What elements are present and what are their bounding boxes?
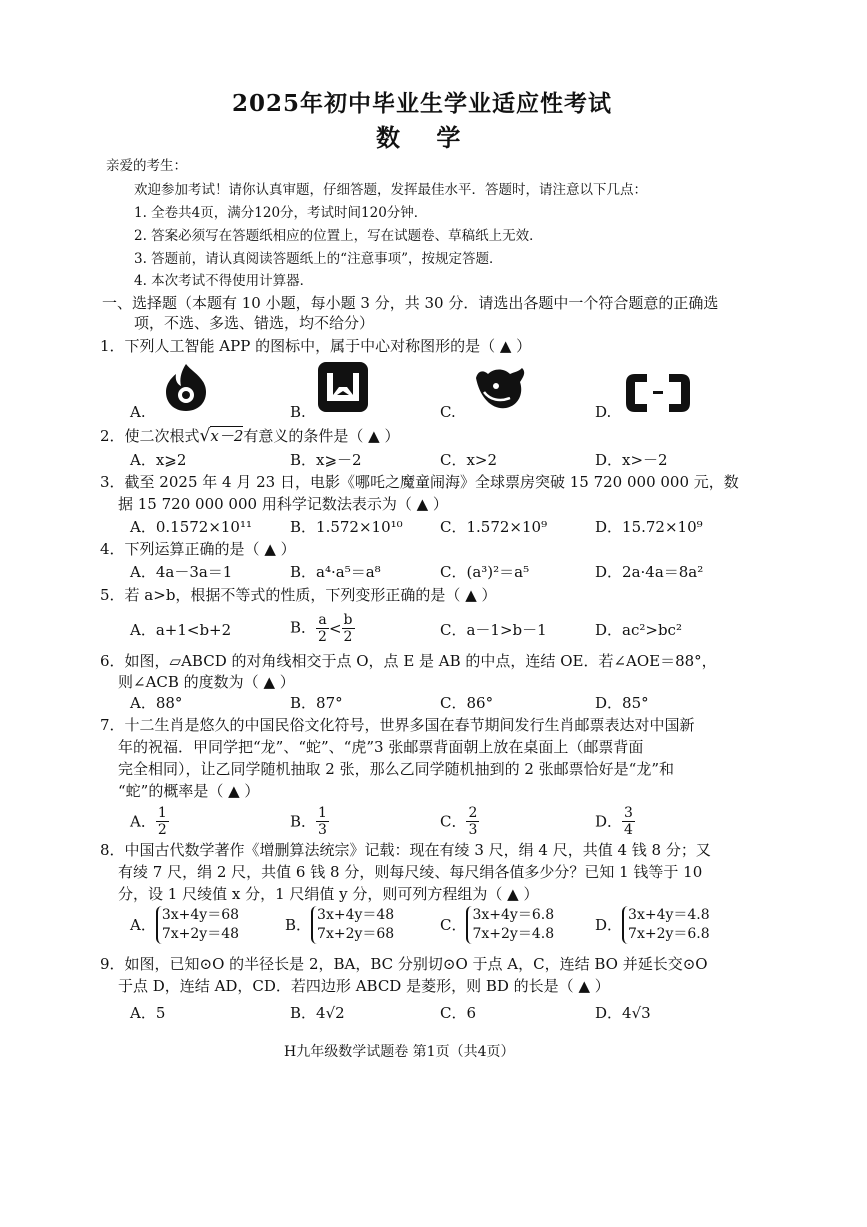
question-6-line1: 6．如图，▱ABCD 的对角线相交于点 O，点 E 是 AB 的中点，连结 OE．若∠AOE＝88°， [100,652,717,670]
question-6-line2: 则∠ACB 的度数为（ ▲ ） [118,673,295,691]
q2-stem-part2: 有意义的条件是（ ▲ ） [243,427,400,445]
fraction-numerator: 1 [157,805,167,821]
q2-stem-part1: 2．使二次根式 [100,427,200,445]
q4-option-d: D．2a·4a＝8a² [595,563,704,581]
option-label: D． [595,812,623,831]
q9-option-d: D．4√3 [595,1004,651,1022]
fraction-denominator: 4 [624,822,633,838]
option-label: D． [595,916,623,934]
fraction [466,805,479,838]
q2-option-a: A．x⩾2 [130,451,187,469]
question-2-stem [100,426,399,446]
q1-option-d: D. [595,403,612,421]
q1-option-c: C. [440,403,456,421]
notice-greeting: 亲爱的考生： [106,158,187,174]
fraction-numerator: 1 [318,805,327,821]
q2-option-d: D．x>－2 [595,451,668,469]
question-8-line1: 8．中国古代数学著作《增删算法统宗》记载：现在有绫 3 尺，绢 4 尺，共值 4 钱 8 分；又 [100,841,711,859]
fraction [622,805,635,838]
equation: 3x+4y＝4.8 [628,907,710,923]
q1-option-a: A. [130,403,146,421]
equation-system [466,906,554,944]
q2-option-b: B．x⩾－2 [290,451,362,469]
q5-option-a: A．a+1<b+2 [130,621,232,639]
question-3-line2: 据 15 720 000 000 用科学记数法表示为（ ▲ ） [118,495,448,513]
page-footer: H九年级数学试题卷 第1页（共4页） [284,1044,515,1060]
equation-system [622,906,710,944]
option-label: C． [440,916,467,934]
q6-option-c: C．86° [440,694,494,712]
option-label: C． [440,812,467,831]
question-1-stem: 1．下列人工智能 APP 的图标中，属于中心对称图形的是（ ▲ ） [100,337,532,355]
exam-subject: 数 学 [376,123,475,152]
q4-option-b: B．a⁴·a⁵＝a⁸ [290,563,381,581]
q1-option-b: B. [290,403,306,421]
q7-option-b [290,805,329,838]
equation: 3x+4y＝6.8 [472,907,555,923]
equation: 7x+2y＝48 [161,926,240,942]
option-label: B． [290,812,317,831]
fraction [342,612,355,645]
equation: 3x+4y＝68 [161,907,240,923]
fraction-numerator: a [316,612,329,629]
notice-item: 3. 答题前，请认真阅读答题纸上的“注意事项”，按规定答题． [134,251,503,267]
question-9-line1: 9．如图，已知⊙O 的半径长是 2，BA，BC 分别切⊙O 于点 A，C，连结 BO 并延长交⊙O [100,955,708,973]
q6-option-d: D．85° [595,694,649,712]
equation: 7x+2y＝4.8 [472,926,555,942]
q8-option-b [285,906,394,944]
q5-option-b-label: B． [290,618,317,637]
less-than-sign: < [328,619,342,638]
q4-option-c: C．(a³)²＝a⁵ [440,563,530,581]
section-heading: 一、选择题（本题有 10 小题，每小题 3 分，共 30 分．请选出各题中一个符合题意的正确选 [102,294,719,312]
q3-option-b: B．1.572×10¹⁰ [290,518,403,536]
option-label: B． [285,916,312,934]
fraction-numerator: b [343,612,353,628]
q3-option-a: A．0.1572×10¹¹ [130,518,252,536]
fraction-denominator: 3 [468,822,478,838]
q5-option-d: D．ac²>bc² [595,621,682,639]
q7-option-c [440,805,479,838]
question-5-stem: 5．若 a>b，根据不等式的性质，下列变形正确的是（ ▲ ） [100,586,497,604]
fraction-numerator: 2 [468,805,478,821]
q8-option-c [440,906,554,944]
q8-option-d [595,906,710,944]
notice-item: 4. 本次考试不得使用计算器． [134,273,314,289]
q2-option-c: C．x>2 [440,451,498,469]
q3-option-c: C．1.572×10⁹ [440,518,548,536]
equation-system [156,906,239,944]
exam-title: 2025年初中毕业生学业适应性考试 [232,90,613,117]
fraction [316,805,329,838]
question-7-line2: 年的祝福．甲同学把“龙”、“蛇”、“虎”3 张邮票背面朝上放在桌面上（邮票背面 [118,738,644,756]
fraction [316,612,329,645]
q9-option-b: B．4√2 [290,1004,345,1022]
q8-option-a [130,906,239,944]
fraction-denominator: 2 [157,822,167,838]
question-7-line1: 7．十二生肖是悠久的中国民俗文化符号，世界多国在春节期间发行生肖邮票表达对中国新 [100,716,695,734]
portal-logo-icon [317,361,369,413]
equation: 7x+2y＝6.8 [628,926,710,942]
question-7-line4: “蛇”的概率是（ ▲ ） [118,782,260,800]
fraction-denominator: 2 [343,629,353,645]
question-8-line2: 有绫 7 尺，绢 2 尺，共值 6 钱 8 分，则每尺绫、每尺绢各值多少分？已知 1 钱等于 10 [118,863,703,881]
whale-logo-icon [470,364,528,412]
question-4-stem: 4．下列运算正确的是（ ▲ ） [100,540,296,558]
q9-option-a: A．5 [130,1004,166,1022]
option-label: A． [130,916,156,934]
q5-option-b [290,612,355,645]
q7-option-d [595,805,635,838]
question-8-line3: 分，设 1 尺绫值 x 分，1 尺绢值 y 分，则可列方程组为（ ▲ ） [118,885,539,903]
option-label: A． [130,812,156,831]
flame-logo-icon [162,362,210,412]
section-heading-cont: 项，不选、多选、错选，均不给分） [134,314,375,332]
q2-radicand: x－2 [210,427,244,445]
question-3-line1: 3．截至 2025 年 4 月 23 日，电影《哪吒之魔童闹海》全球票房突破 15 720 000 000 元，数 [100,473,739,491]
q5-option-c: C．a－1>b－1 [440,621,547,639]
notice-item: 2. 答案必须写在答题纸相应的位置上，写在试题卷、草稿纸上无效． [134,228,543,244]
fraction-denominator: 3 [318,822,327,838]
q6-option-a: A．88° [130,694,183,712]
equation: 3x+4y＝48 [317,907,395,923]
sqrt-sign-icon: √ [199,426,211,446]
question-9-line2: 于点 D，连结 AD，CD．若四边形 ABCD 是菱形，则 BD 的长是（ ▲ ） [118,977,610,995]
question-7-line3: 完全相同），让乙同学随机抽取 2 张，那么乙同学随机抽到的 2 张邮票恰好是“龙”和 [118,760,674,778]
q4-option-a: A．4a－3a＝1 [130,563,233,581]
q9-option-c: C．6 [440,1004,477,1022]
fraction-denominator: 2 [318,629,327,645]
equation: 7x+2y＝68 [317,926,395,942]
notice-item: 1. 全卷共4页，满分120分，考试时间120分钟． [134,205,428,221]
notice-intro: 欢迎参加考试！请你认真审题，仔细答题，发挥最佳水平．答题时，请注意以下几点： [134,182,647,198]
q3-option-d: D．15.72×10⁹ [595,518,703,536]
q7-option-a [130,805,169,838]
fraction-numerator: 3 [624,805,633,821]
fraction [156,805,169,838]
equation-system [311,906,394,944]
q6-option-b: B．87° [290,694,343,712]
bracket-logo-icon [623,371,693,415]
